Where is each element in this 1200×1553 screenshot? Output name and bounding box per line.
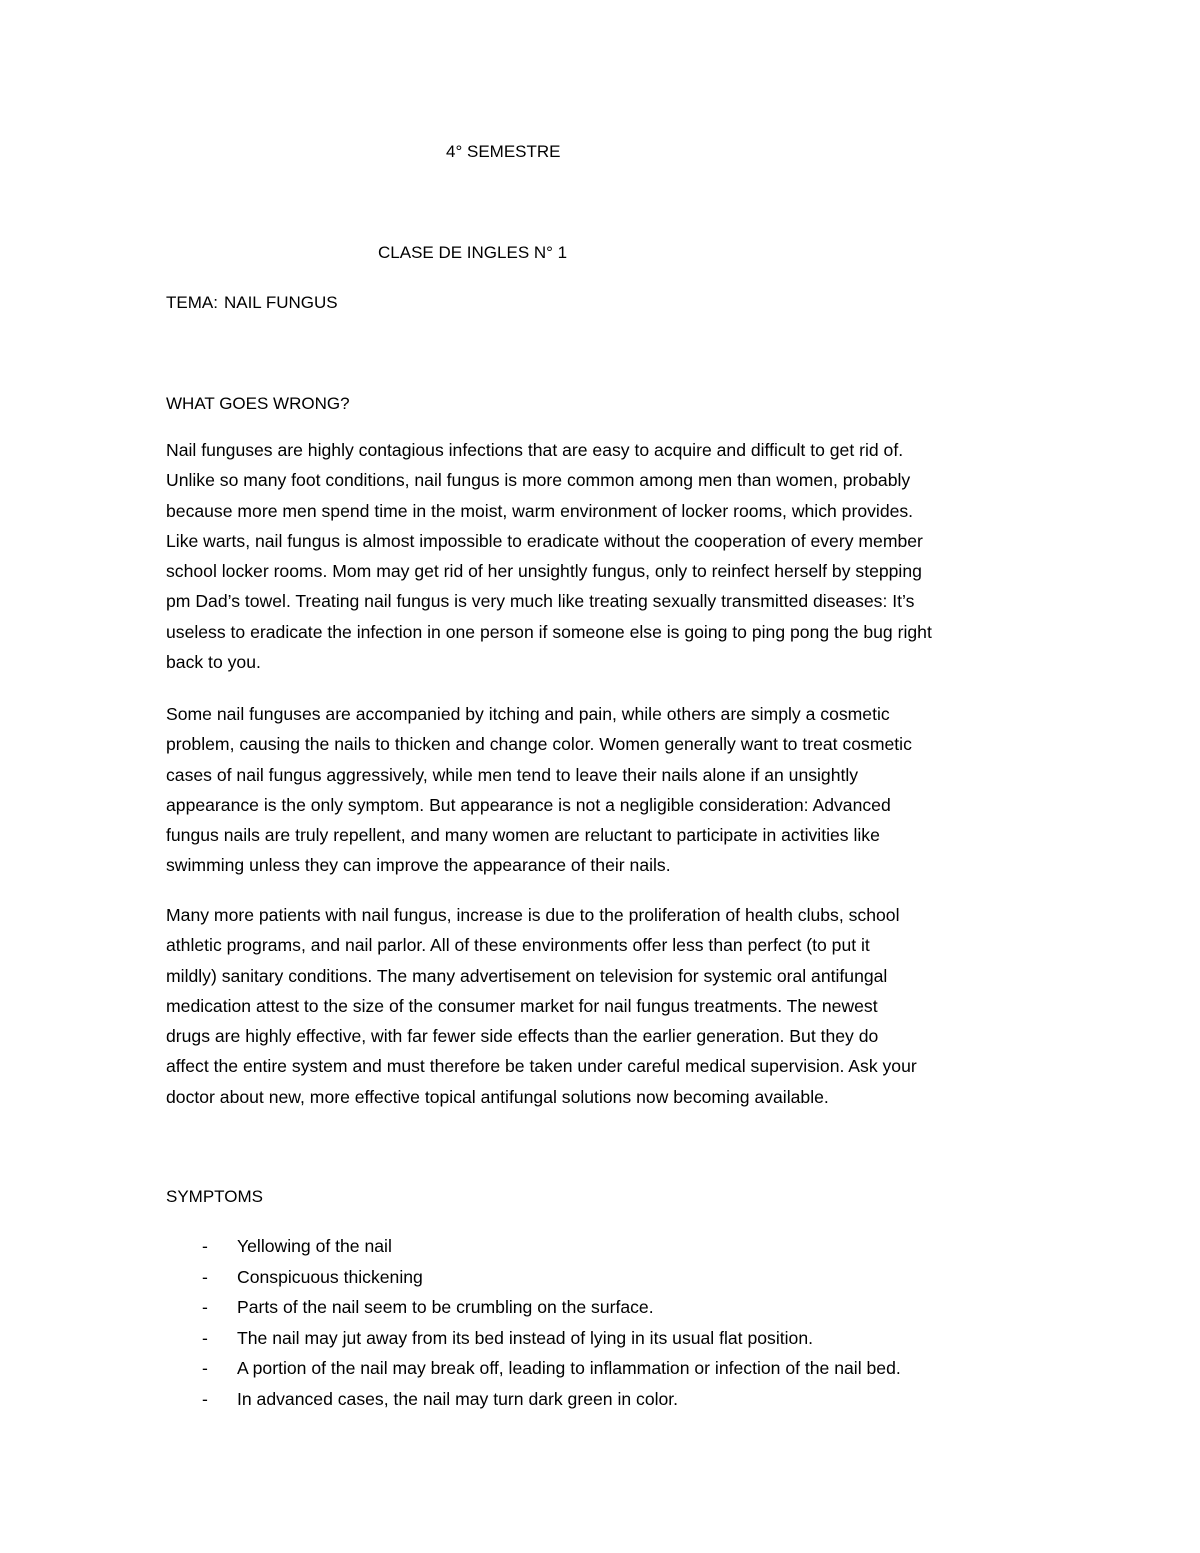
symptom-text: Conspicuous thickening — [237, 1266, 423, 1287]
bullet-dash: - — [202, 1388, 208, 1409]
paragraph-line: doctor about new, more effective topical antifungal solutions now becoming available. — [166, 1086, 829, 1107]
section-heading-symptoms: SYMPTOMS — [166, 1187, 263, 1206]
bullet-dash: - — [202, 1327, 208, 1348]
paragraph-line: athletic programs, and nail parlor. All of these environments offer less than perfect (to put it — [166, 935, 870, 956]
symptom-text: A portion of the nail may break off, leading to inflammation or infection of the nail bed. — [237, 1358, 901, 1378]
paragraph-line: medication attest to the size of the consumer market for nail fungus treatments. The newest — [166, 995, 878, 1016]
paragraph-line: useless to eradicate the infection in one person if someone else is going to ping pong the bug right — [166, 621, 932, 642]
paragraph-line: Nail funguses are highly contagious infections that are easy to acquire and difficult to get rid of. — [166, 440, 904, 460]
paragraph-line: drugs are highly effective, with far fewer side effects than the earlier generation. But they do — [166, 1026, 879, 1047]
topic-line — [166, 293, 338, 313]
bullet-dash: - — [202, 1297, 208, 1317]
semester-label: 4° SEMESTRE — [446, 142, 561, 161]
paragraph-line: fungus nails are truly repellent, and many women are reluctant to participate in activities like — [166, 825, 880, 846]
topic-value: NAIL FUNGUS — [223, 293, 338, 312]
symptom-text: In advanced cases, the nail may turn dark green in color. — [237, 1388, 679, 1409]
paragraph-line: swimming unless they can improve the appearance of their nails. — [166, 855, 671, 876]
bullet-dash: - — [202, 1236, 208, 1256]
paragraph-line: affect the entire system and must therefore be taken under careful medical supervision. Ask your — [166, 1056, 917, 1077]
paragraph-line: Some nail funguses are accompanied by itching and pain, while others are simply a cosmetic — [166, 704, 890, 724]
paragraph-line: Many more patients with nail fungus, increase is due to the proliferation of health clubs, school — [166, 905, 900, 925]
section-heading-what-goes-wrong: WHAT GOES WRONG? — [166, 394, 350, 413]
paragraph-line: mildly) sanitary conditions. The many advertisement on television for systemic oral antifungal — [166, 965, 888, 986]
paragraph-line: back to you. — [166, 652, 261, 673]
paragraph-line: pm Dad’s towel. Treating nail fungus is very much like treating sexually transmitted diseases: It’s — [166, 591, 915, 612]
paragraph-2 — [166, 699, 1046, 881]
paragraph-line: Unlike so many foot conditions, nail fungus is more common among men than women, probably — [166, 470, 911, 491]
class-title: CLASE DE INGLES N° 1 — [378, 243, 568, 262]
bullet-dash: - — [202, 1266, 208, 1287]
paragraph-line: problem, causing the nails to thicken and change color. Women generally want to treat cosmetic — [166, 734, 912, 755]
topic-label: TEMA: — [166, 293, 218, 312]
paragraph-line: because more men spend time in the moist, warm environment of locker rooms, which provides. — [166, 500, 914, 521]
paragraph-line: appearance is the only symptom. But appearance is not a negligible consideration: Advanced — [166, 794, 891, 815]
paragraph-line: Like warts, nail fungus is almost impossible to eradicate without the cooperation of every member — [166, 530, 923, 551]
paragraph-3 — [166, 900, 1046, 1112]
paragraph-1 — [166, 435, 1046, 677]
symptom-text: Parts of the nail seem to be crumbling on the surface. — [237, 1297, 654, 1317]
symptom-text: The nail may jut away from its bed instead of lying in its usual flat position. — [237, 1327, 813, 1348]
paragraph-line: cases of nail fungus aggressively, while men tend to leave their nails alone if an unsightly — [166, 764, 859, 785]
symptom-text: Yellowing of the nail — [237, 1236, 392, 1256]
paragraph-line: school locker rooms. Mom may get rid of her unsightly fungus, only to reinfect herself by stepping — [166, 561, 922, 582]
bullet-dash: - — [202, 1358, 208, 1378]
